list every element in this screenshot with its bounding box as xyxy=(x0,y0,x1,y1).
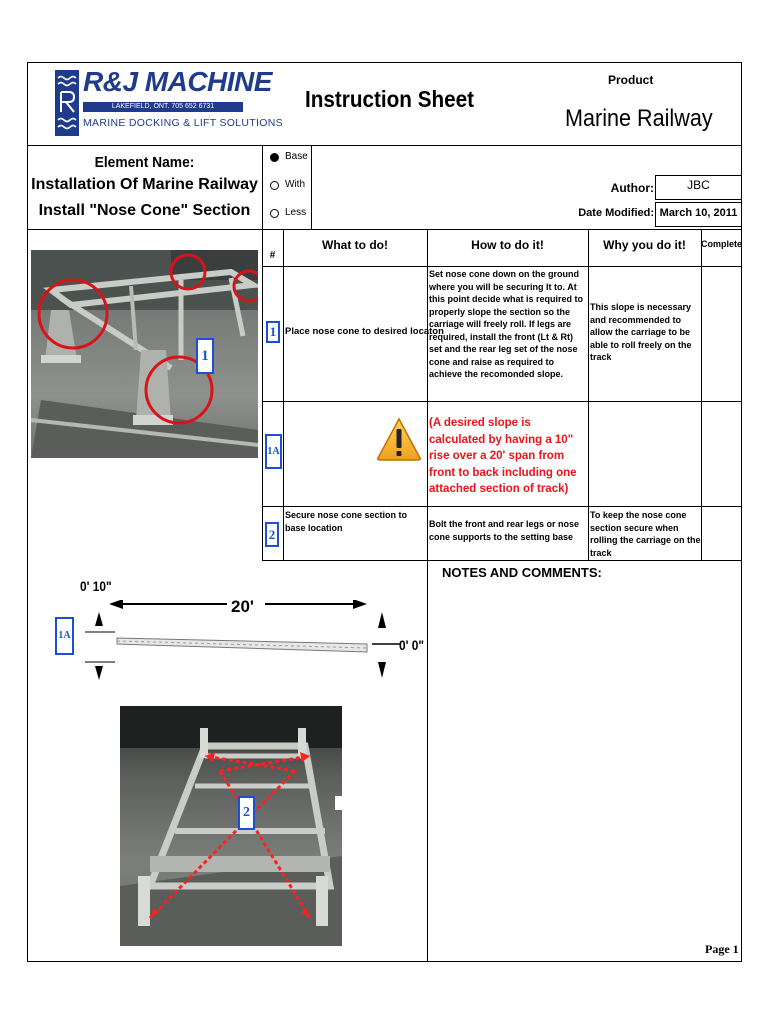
header-why: Why you do it! xyxy=(603,238,686,252)
logo-brand: R&J MACHINE xyxy=(83,66,272,97)
element-name-line1: Installation Of Marine Railway xyxy=(31,176,258,193)
logo-location: LAKEFIELD, ONT. 705 652 6731 xyxy=(83,102,243,112)
header-num: # xyxy=(269,250,276,261)
diagram-rise-label: 0' 10" xyxy=(80,578,112,594)
notes-title: NOTES AND COMMENTS: xyxy=(442,565,602,580)
table-row-divider xyxy=(262,560,742,561)
row2-what: Secure nose cone section to base location xyxy=(285,510,408,533)
header-how: How to do it! xyxy=(471,238,544,252)
photo-nose-cone-secured xyxy=(120,706,342,946)
photo2-illustration xyxy=(120,706,342,946)
row1-what: Place nose cone to desired locaton xyxy=(285,326,444,337)
photo1-illustration xyxy=(31,250,258,458)
row1-how: Set nose cone down on the ground where you will be securing It to. At this point decide what is required to properly slope the section so the carriage will freely roll. If legs are required, install the front (Lt & Rt) set and the rear leg set of the nose cone and raise as required to achieve the recomonded slope. xyxy=(429,269,584,379)
step-badge-1: 1 xyxy=(266,321,280,343)
product-value: Marine Railway xyxy=(565,105,713,132)
header-what: What to do! xyxy=(322,238,388,252)
divider-element xyxy=(27,229,742,230)
product-label: Product xyxy=(608,73,654,87)
date-value: March 10, 2011 xyxy=(659,207,738,219)
company-logo xyxy=(55,66,283,138)
element-name-line2: Install "Nose Cone" Section xyxy=(38,202,251,219)
option-label: Less xyxy=(285,207,307,218)
diagram-badge-1a: 1A xyxy=(55,617,74,655)
table-row-divider xyxy=(262,506,742,507)
table-row-divider xyxy=(262,266,742,267)
diagram-span-label: 20' xyxy=(231,597,254,616)
warning-icon xyxy=(376,417,422,461)
option-label: With xyxy=(285,179,305,190)
logo-emblem-icon xyxy=(55,70,79,136)
divider-header xyxy=(27,145,742,146)
table-border-left xyxy=(262,229,263,561)
row2-why: To keep the nose cone section secure when rolling the carriage on the track xyxy=(590,510,701,558)
radio-selected-icon xyxy=(270,153,279,162)
divider-options-left xyxy=(262,145,263,229)
photo1-badge: 1 xyxy=(196,338,214,374)
row1a-warning: (A desired slope is calculated by having a 10" rise over a 20' span from front to back including one attached section of track) xyxy=(429,417,577,495)
divider-options-right xyxy=(311,145,312,229)
table-col-num xyxy=(283,229,284,561)
author-label: Author: xyxy=(610,181,654,195)
diagram-zero-label: 0' 0" xyxy=(399,637,425,653)
author-value: JBC xyxy=(687,178,710,192)
page-number: Page 1 xyxy=(705,942,739,956)
radio-empty-icon xyxy=(270,181,279,190)
row1-why: This slope is necessary and recommended to allow the carriage to be able to roll freely on the track xyxy=(590,302,692,362)
table-col-how xyxy=(588,229,589,561)
table-col-what xyxy=(427,229,428,962)
table-row-divider xyxy=(262,401,742,402)
header-complete: Complete xyxy=(701,239,743,249)
step-badge-2: 2 xyxy=(265,522,279,547)
row2-how: Bolt the front and rear legs or nose cone supports to the setting base xyxy=(429,519,580,542)
photo2-badge: 2 xyxy=(238,796,255,830)
date-label: Date Modified: xyxy=(578,207,654,219)
step-badge-1a: 1A xyxy=(265,434,282,469)
logo-tagline: MARINE DOCKING & LIFT SOLUTIONS xyxy=(83,117,283,129)
photo2-white-patch xyxy=(335,796,342,810)
radio-empty-icon xyxy=(270,209,279,218)
photo-nose-cone-placement xyxy=(31,250,258,458)
element-name-label: Element Name: xyxy=(94,154,195,171)
page-title: Instruction Sheet xyxy=(305,86,475,112)
slope-diagram xyxy=(85,600,415,680)
option-label: Base xyxy=(285,151,308,162)
